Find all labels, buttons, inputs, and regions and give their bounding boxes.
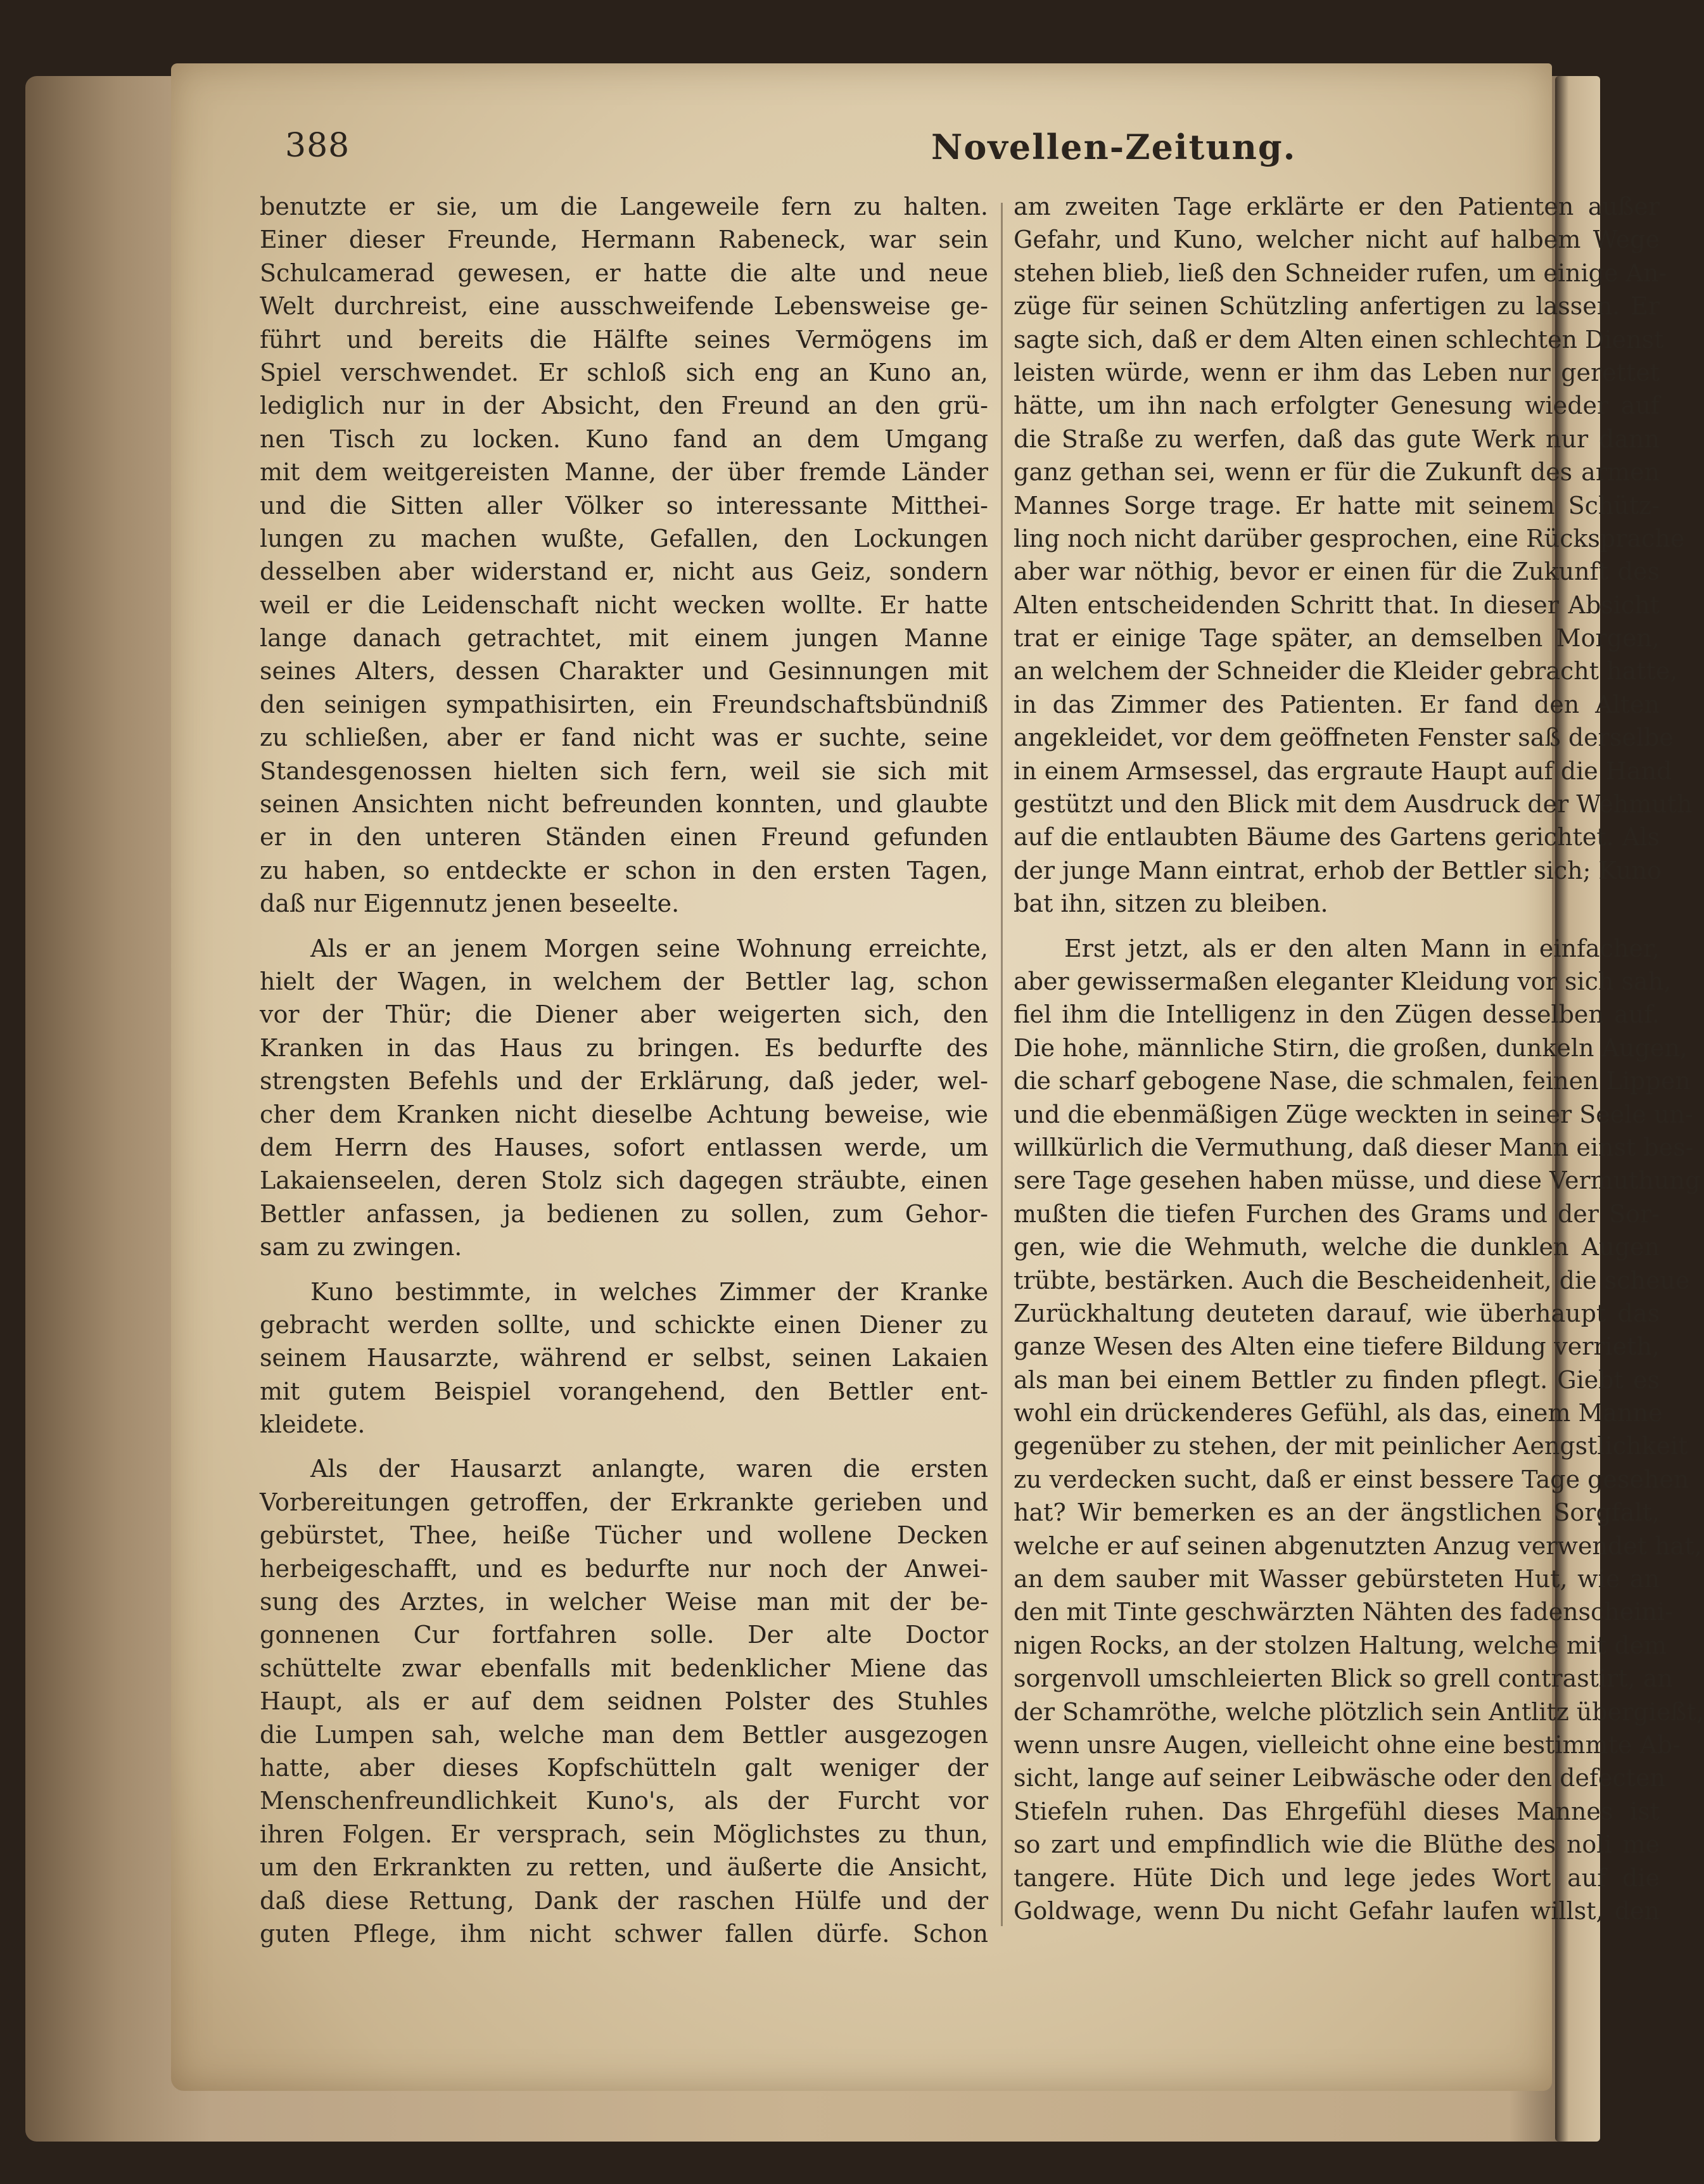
text-line: Welt durchreist, eine ausschweifende Lebensweise ge-: [260, 292, 988, 321]
text-line: der junge Mann eintrat, erhob der Bettler sich; Kuno: [1014, 856, 1662, 884]
text-line: in das Zimmer des Patienten. Er fand den Alten: [1014, 690, 1660, 718]
text-line: ganz gethan sei, wenn er für die Zukunft des armen: [1014, 458, 1660, 487]
text-line: gebürstet, Thee, heiße Tücher und wollene Decken: [260, 1521, 988, 1550]
text-line: gonnenen Cur fortfahren solle. Der alte Doctor: [260, 1621, 988, 1649]
paragraph-gap: [260, 1264, 988, 1275]
text-line: Alten entscheidenden Schritt that. In dieser Absicht: [1014, 591, 1660, 619]
text-line: zu schließen, aber er fand nicht was er suchte, seine: [260, 724, 988, 752]
text-line: sam zu zwingen.: [260, 1233, 462, 1261]
text-line: an welchem der Schneider die Kleider gebracht hatte,: [1014, 657, 1678, 686]
text-line: nigen Rocks, an der stolzen Haltung, welche mit dem: [1014, 1631, 1667, 1659]
text-line: sorgenvoll umschleierten Blick so grell contrastirt, an: [1014, 1664, 1673, 1693]
text-line: sere Tage gesehen haben müsse, und diese Vermuthung: [1014, 1166, 1701, 1195]
text-line: in einem Armsessel, das ergraute Haupt auf die Hand: [1014, 757, 1672, 785]
text-line: er in den unteren Ständen einen Freund gefunden: [260, 823, 988, 852]
text-line: welche er auf seinen abgenutzten Anzug verwendet hat,: [1014, 1531, 1702, 1560]
text-line: hielt der Wagen, in welchem der Bettler lag, schon: [260, 967, 988, 995]
text-line: weil er die Leidenschaft nicht wecken wollte. Er hatte: [260, 591, 988, 619]
text-line: seinen Ansichten nicht befreunden konnten, und glaubte: [260, 790, 988, 819]
text-line: Kuno bestimmte, in welches Zimmer der Kranke: [310, 1277, 988, 1306]
text-line: Lakaienseelen, deren Stolz sich dagegen sträubte, einen: [260, 1166, 988, 1195]
text-line: leisten würde, wenn er ihm das Leben nur gerettet: [1014, 358, 1660, 386]
running-title: Novellen-Zeitung.: [931, 127, 1297, 167]
text-line: Als er an jenem Morgen seine Wohnung erreichte,: [310, 934, 988, 962]
column-divider: [1001, 203, 1003, 1926]
text-line: hat? Wir bemerken es an der ängstlichen Sorgfalt,: [1014, 1498, 1660, 1527]
text-line: die Straße zu werfen, daß das gute Werk nur dann: [1014, 425, 1660, 453]
text-line: ling noch nicht darüber gesprochen, eine Rücksprache: [1014, 524, 1685, 552]
text-line: ganze Wesen des Alten eine tiefere Bildung verrieth,: [1014, 1332, 1660, 1361]
text-line: ihren Folgen. Er versprach, sein Möglichstes zu thun,: [260, 1820, 988, 1848]
text-line: Mannes Sorge trage. Er hatte mit seinem Schütz-: [1014, 491, 1660, 520]
text-line: cher dem Kranken nicht dieselbe Achtung beweise, wie: [260, 1100, 988, 1128]
text-line: lediglich nur in der Absicht, den Freund an den grü-: [260, 392, 988, 420]
right-text-column: [1014, 190, 1704, 1927]
text-line: den seinigen sympathisirten, ein Freundschaftsbündniß: [260, 690, 988, 718]
text-line: desselben aber widerstand er, nicht aus Geiz, sondern: [260, 558, 988, 586]
text-line: trat er einige Tage später, an demselben Morgen,: [1014, 624, 1660, 653]
text-line: an dem sauber mit Wasser gebürsteten Hut, wie an: [1014, 1565, 1660, 1593]
text-line: züge für seinen Schützling anfertigen zu lassen. Er: [1014, 292, 1660, 321]
text-line: sung des Arztes, in welcher Weise man mit der be-: [260, 1588, 988, 1616]
book-page: [171, 63, 1704, 2091]
text-line: aber gewissermaßen eleganter Kleidung vor sich sah,: [1014, 967, 1672, 995]
text-line: so zart und empfindlich wie die Blüthe des noli me: [1014, 1830, 1660, 1859]
text-line: gebracht werden sollte, und schickte einen Diener zu: [260, 1310, 988, 1339]
text-line: mit dem weitgereisten Manne, der über fremde Länder: [260, 458, 988, 487]
text-line: sicht, lange auf seiner Leibwäsche oder den defecten: [1014, 1764, 1666, 1792]
text-line: bat ihn, sitzen zu bleiben.: [1014, 890, 1328, 918]
text-line: nen Tisch zu locken. Kuno fand an dem Umgang: [260, 425, 988, 453]
page-number: 388: [285, 127, 350, 165]
text-line: als man bei einem Bettler zu finden pflegt. Giebt es: [1014, 1365, 1660, 1394]
page-header: [285, 127, 1489, 184]
text-line: Gefahr, und Kuno, welcher nicht auf halbem Wege: [1014, 226, 1660, 254]
text-line: angekleidet, vor dem geöffneten Fenster saß derselbe: [1014, 724, 1674, 752]
text-line: daß nur Eigennutz jenen beseelte.: [260, 890, 680, 918]
text-line: mit gutem Beispiel vorangehend, den Bettler ent-: [260, 1377, 988, 1405]
text-line: seinem Hausarzte, während er selbst, seinen Lakaien: [260, 1344, 988, 1372]
text-line: die Lumpen sah, welche man dem Bettler ausgezogen: [260, 1720, 988, 1749]
text-line: strengsten Befehls und der Erklärung, daß jeder, wel-: [260, 1067, 988, 1095]
text-line: Die hohe, männliche Stirn, die großen, dunkeln Augen,: [1014, 1033, 1688, 1062]
text-line: Schulcamerad gewesen, er hatte die alte und neue: [260, 259, 988, 287]
text-line: aber war nöthig, bevor er einen für die Zukunft des: [1014, 558, 1660, 586]
text-line: kleidete.: [260, 1410, 366, 1439]
text-line: Vorbereitungen getroffen, der Erkrankte gerieben und: [260, 1488, 988, 1516]
text-line: guten Pflege, ihm nicht schwer fallen dürfe. Schon: [260, 1919, 988, 1948]
text-line: sagte sich, daß er dem Alten einen schlechten Dienst: [1014, 325, 1664, 354]
text-line: daß diese Rettung, Dank der raschen Hülfe und der: [260, 1886, 988, 1915]
text-line: zu haben, so entdeckte er schon in den ersten Tagen,: [260, 856, 988, 884]
text-line: dem Herrn des Hauses, sofort entlassen werde, um: [260, 1133, 988, 1161]
text-line: Menschenfreundlichkeit Kuno's, als der Furcht vor: [260, 1787, 988, 1815]
text-line: Als der Hausarzt anlangte, waren die ersten: [310, 1455, 988, 1483]
text-line: der Schamröthe, welche plötzlich sein Antlitz übergießt,: [1014, 1697, 1704, 1726]
paragraph-gap: [260, 1441, 988, 1452]
text-line: die scharf gebogene Nase, die schmalen, feinen Lippen: [1014, 1067, 1691, 1095]
text-line: Spiel verschwendet. Er schloß sich eng an Kuno an,: [260, 358, 988, 386]
text-line: Erst jetzt, als er den alten Mann in einfacher,: [1064, 934, 1660, 962]
text-line: wohl ein drückenderes Gefühl, als das, einem Manne: [1014, 1399, 1663, 1427]
text-line: Haupt, als er auf dem seidnen Polster des Stuhles: [260, 1687, 988, 1716]
text-line: wenn unsre Augen, vielleicht ohne eine bestimmte Ab-: [1014, 1730, 1681, 1759]
text-line: benutzte er sie, um die Langeweile fern zu halten.: [260, 193, 988, 220]
text-line: seines Alters, dessen Charakter und Gesinnungen mit: [260, 657, 988, 686]
text-line: Bettler anfassen, ja bedienen zu sollen, zum Gehor-: [260, 1199, 988, 1228]
text-line: Zurückhaltung deuteten darauf, wie überhaupt das: [1014, 1299, 1660, 1327]
text-line: am zweiten Tage erklärte er den Patienten außer: [1014, 193, 1660, 220]
paragraph-gap: [260, 921, 988, 932]
text-line: stehen blieb, ließ den Schneider rufen, um einige An-: [1014, 259, 1667, 287]
text-line: Goldwage, wenn Du nicht Gefahr laufen willst, den: [1014, 1896, 1660, 1925]
text-line: Stiefeln ruhen. Das Ehrgefühl dieses Mannes ist: [1014, 1797, 1660, 1825]
text-line: willkürlich die Vermuthung, daß dieser Mann einst bes-: [1014, 1133, 1694, 1161]
text-line: den mit Tinte geschwärzten Nähten des fadenscheini-: [1014, 1598, 1673, 1626]
text-line: gegenüber zu stehen, der mit peinlicher Aengstlichkeit: [1014, 1432, 1688, 1460]
text-line: herbeigeschafft, und es bedurfte nur noch der Anwei-: [260, 1554, 988, 1583]
text-line: hatte, aber dieses Kopfschütteln galt weniger der: [260, 1753, 988, 1782]
text-line: und die Sitten aller Völker so interessante Mitthei-: [260, 491, 988, 520]
text-line: auf die entlaubten Bäume des Gartens gerichtet. Als: [1014, 823, 1660, 852]
text-line: lungen zu machen wußte, Gefallen, den Lockungen: [260, 524, 988, 552]
text-line: lange danach getrachtet, mit einem jungen Manne: [260, 624, 988, 653]
text-line: Einer dieser Freunde, Hermann Rabeneck, war sein: [260, 226, 988, 254]
text-line: gen, wie die Wehmuth, welche die dunklen Augen: [1014, 1233, 1660, 1261]
text-line: um den Erkrankten zu retten, und äußerte die Ansicht,: [260, 1853, 988, 1882]
text-line: gestützt und den Blick mit dem Ausdruck der Wehmuth: [1014, 790, 1693, 819]
text-line: schüttelte zwar ebenfalls mit bedenklicher Miene das: [260, 1654, 988, 1682]
left-text-column: [260, 190, 988, 1950]
text-line: Kranken in das Haus zu bringen. Es bedurfte des: [260, 1033, 988, 1062]
text-line: zu verdecken sucht, daß er einst bessere Tage gesehen: [1014, 1465, 1689, 1493]
paragraph-gap: [1014, 921, 1660, 932]
text-line: und die ebenmäßigen Züge weckten in seiner Seele un-: [1014, 1100, 1693, 1128]
text-line: Standesgenossen hielten sich fern, weil sie sich mit: [260, 757, 988, 785]
text-line: trübte, bestärken. Auch die Bescheidenheit, die scheue: [1014, 1266, 1690, 1294]
text-line: tangere. Hüte Dich und lege jedes Wort auf die: [1014, 1863, 1660, 1892]
text-line: führt und bereits die Hälfte seines Vermögens im: [260, 325, 988, 354]
text-line: mußten die tiefen Furchen des Grams und der Sor-: [1014, 1199, 1660, 1228]
text-line: vor der Thür; die Diener aber weigerten sich, den: [260, 1000, 988, 1029]
text-line: fiel ihm die Intelligenz in den Zügen desselben auf.: [1014, 1000, 1660, 1029]
text-line: hätte, um ihn nach erfolgter Genesung wieder auf: [1014, 392, 1660, 420]
